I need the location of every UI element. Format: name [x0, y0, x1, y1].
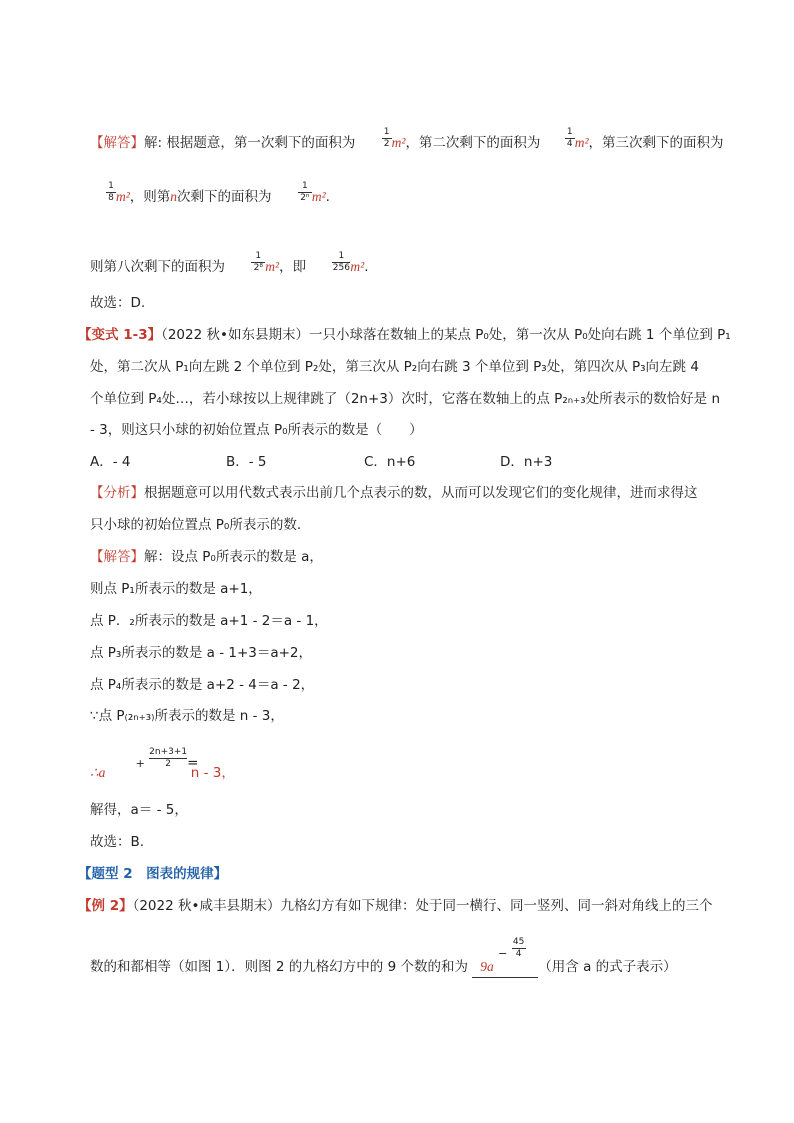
num: 45 [512, 937, 525, 947]
solution2-line2: 则点 P₁所表示的数是 a+1， [90, 581, 262, 597]
text: ，第二次剩下的面积为 [405, 135, 541, 151]
solution1-choice: 故选：D. [90, 295, 146, 311]
text: ，第三次剩下的面积为 [588, 135, 724, 151]
solution2-line5: 点 P₄所表示的数是 a+2 - 4＝a - 2， [90, 677, 315, 693]
text: 则第八次剩下的面积为 [90, 259, 225, 275]
unit: m² [265, 259, 280, 274]
equals: = [187, 755, 199, 771]
example2-line1 [78, 897, 712, 915]
n: n [170, 189, 178, 204]
variant-line4: - 3，则这只小球的初始位置点 P₀所表示的数是（ ） [90, 422, 423, 438]
solution1-line2 [106, 181, 330, 206]
text: ，即 [279, 259, 307, 275]
den: 4 [566, 139, 573, 149]
variant-line1 [78, 326, 731, 344]
num: 1 [255, 251, 262, 261]
den: 4 [515, 949, 522, 959]
solution2-line6: ∵点 P₍₂ₙ₊₃₎所表示的数是 n - 3， [90, 708, 284, 724]
text: （2022 秋•如东县期末）一只小球落在数轴上的某点 P₀处，第一次从 P₀处向右跳 1 个单位到 P₁ [161, 327, 731, 343]
option-b: B．- 5 [226, 454, 267, 470]
answer: 9a [480, 959, 494, 974]
answer-tag: 【解答】 [90, 549, 144, 565]
den: 2⁸ [253, 263, 263, 273]
num: 2n+3+1 [149, 747, 188, 757]
den: 2ⁿ [300, 193, 310, 203]
variant-line2: 处，第二次从 P₁向左跳 2 个单位到 P₂处，第三次从 P₂向右跳 3 个单位到 P₃处，第四次从 P₃向左跳 4 [90, 359, 699, 375]
analysis-tag: 【分析】 [90, 485, 144, 501]
analysis-line2: 只小球的初始位置点 P₀所表示的数. [90, 517, 302, 533]
text: n - 3， [190, 765, 235, 781]
solution2-line9: 故选：B. [90, 834, 145, 850]
text: 次剩下的面积为 [177, 189, 272, 205]
den: 2 [165, 759, 172, 769]
num: 1 [566, 127, 573, 137]
text: 解：设点 P₀所表示的数是 a， [144, 549, 323, 565]
answer-blank [472, 937, 538, 978]
den: 8 [108, 193, 114, 203]
solution2-line1 [90, 548, 323, 566]
solution2-line7 [90, 747, 235, 783]
minus: − [498, 947, 508, 960]
analysis-line1 [90, 484, 698, 502]
plus: + [135, 757, 145, 770]
unit: m² [116, 189, 130, 204]
option-d: D．n+3 [500, 454, 553, 470]
text: . [364, 259, 369, 275]
text: ∴a [90, 765, 106, 780]
variant-tag: 【变式 1-3】 [78, 327, 162, 343]
text: . [325, 189, 330, 205]
solution2-line4: 点 P₃所表示的数是 a - 1+3＝a+2， [90, 645, 313, 661]
text: （用含 a 的式子表示） [538, 959, 677, 975]
text: 根据题意可以用代数式表示出前几个点表示的数，从而可以发现它们的变化规律，进而求得这 [144, 485, 698, 501]
den: 2 [383, 139, 390, 149]
num: 1 [383, 127, 390, 137]
text: 解: 根据题意，第一次剩下的面积为 [144, 135, 356, 151]
variant-line3: 个单位到 P₄处…，若小球按以上规律跳了（2n+3）次时，它落在数轴上的点 P₂ₙ₊₃处所表示的数恰好是 n [90, 391, 720, 407]
num: 1 [301, 181, 308, 191]
unit: m² [574, 135, 589, 150]
section-heading: 【题型 2 图表的规律】 [78, 866, 228, 882]
example-tag: 【例 2】 [78, 898, 133, 914]
text: ，则第 [129, 189, 171, 205]
solution2-line3: 点 P．₂所表示的数是 a+1 - 2＝a - 1， [90, 613, 328, 629]
option-c: C．n+6 [364, 454, 416, 470]
example2-line2 [90, 937, 677, 978]
answer-tag: 【解答】 [90, 135, 144, 151]
unit: m² [311, 189, 326, 204]
num: 1 [338, 251, 345, 261]
unit: m² [350, 259, 365, 274]
num: 1 [108, 181, 114, 191]
unit: m² [391, 135, 406, 150]
solution1-line1 [90, 127, 724, 152]
text: （2022 秋•咸丰县期末）九格幻方有如下规律：处于同一横行、同一竖列、同一斜对角线上的三个 [132, 898, 713, 914]
solution2-line8: 解得，a＝ - 5， [90, 802, 188, 818]
solution1-line3 [90, 251, 369, 276]
option-a: A．- 4 [90, 454, 131, 470]
text: 数的和都相等（如图 1）．则图 2 的九格幻方中的 9 个数的和为 [90, 959, 468, 975]
den: 256 [332, 263, 350, 273]
